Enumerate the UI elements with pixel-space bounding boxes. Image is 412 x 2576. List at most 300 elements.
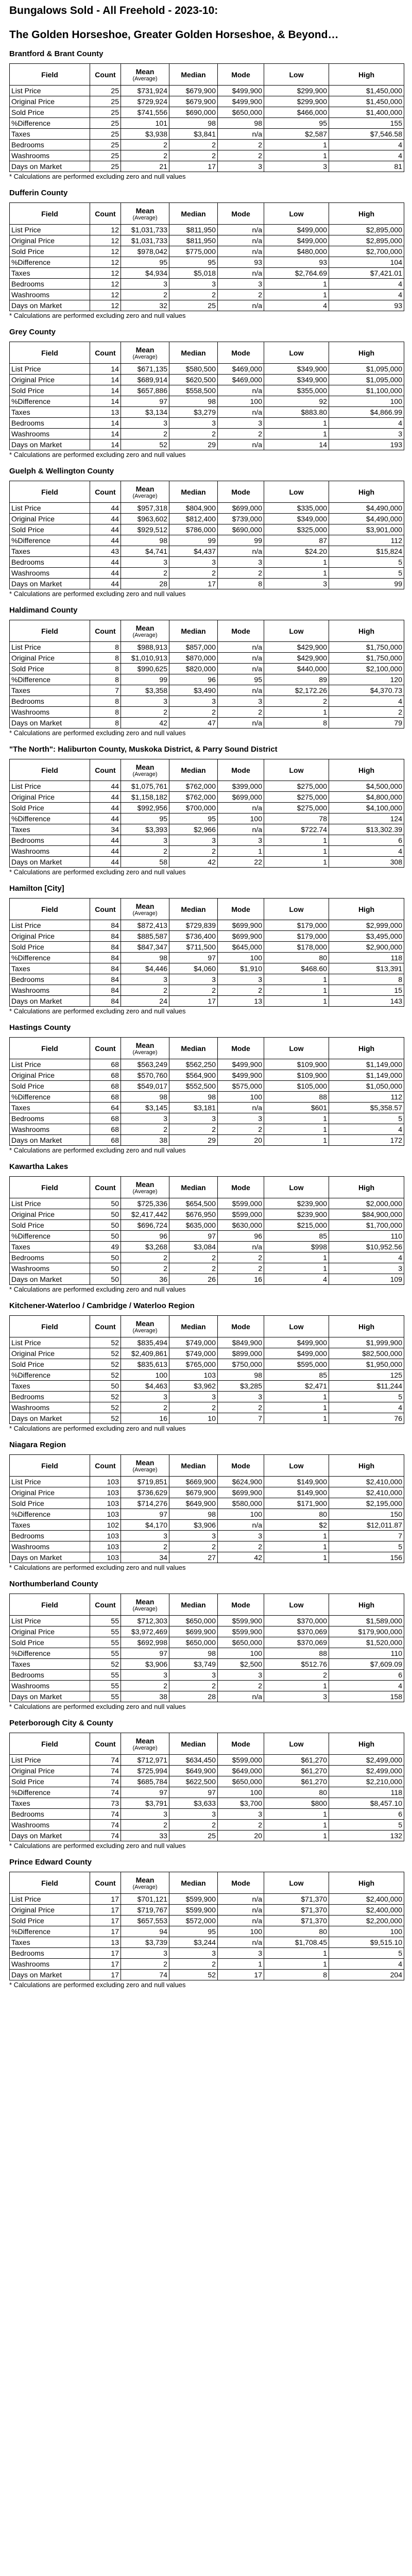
table-row <box>10 1402 404 1413</box>
cell-mode: 3 <box>218 835 264 846</box>
cell-high: $1,450,000 <box>329 96 404 107</box>
cell-mean: $4,170 <box>121 1520 169 1531</box>
col-header-low: Low <box>264 203 329 225</box>
cell-high: 118 <box>329 1787 404 1798</box>
cell-median: $620,500 <box>169 375 218 385</box>
cell-field: Days on Market <box>10 1274 90 1285</box>
col-header-low: Low <box>264 342 329 364</box>
cell-field: Sold Price <box>10 107 90 118</box>
calculation-note: * Calculations are performed excluding zero and null values <box>9 729 186 737</box>
stats-table <box>9 202 404 311</box>
cell-mode: 2 <box>218 1402 264 1413</box>
cell-low: $349,000 <box>264 514 329 524</box>
cell-field: Bedrooms <box>10 418 90 429</box>
cell-low: $499,000 <box>264 1348 329 1359</box>
table-row <box>10 1070 404 1081</box>
table-row <box>10 1648 404 1659</box>
cell-count: 25 <box>90 86 121 96</box>
cell-low: 1 <box>264 974 329 985</box>
cell-count: 50 <box>90 1252 121 1263</box>
cell-high: 3 <box>329 429 404 439</box>
cell-count: 14 <box>90 375 121 385</box>
cell-high: $2,900,000 <box>329 942 404 953</box>
cell-field: Taxes <box>10 1937 90 1948</box>
cell-mean: $712,971 <box>121 1755 169 1766</box>
cell-low: $239,900 <box>264 1198 329 1209</box>
cell-count: 74 <box>90 1787 121 1798</box>
cell-median: 3 <box>169 696 218 707</box>
col-header-high: High <box>329 1872 404 1894</box>
cell-mean: 2 <box>121 846 169 857</box>
col-header-high: High <box>329 1594 404 1616</box>
col-header-mean <box>121 342 169 364</box>
calculation-note: * Calculations are performed excluding zero and null values <box>9 451 186 459</box>
calculation-note: * Calculations are performed excluding zero and null values <box>9 312 186 319</box>
cell-mode: $650,000 <box>218 1637 264 1648</box>
col-header-median: Median <box>169 481 218 503</box>
cell-field: Bedrooms <box>10 1392 90 1402</box>
cell-high: 143 <box>329 996 404 1007</box>
col-header-field: Field <box>10 1455 90 1477</box>
cell-mean: 21 <box>121 161 169 172</box>
cell-low: $370,000 <box>264 1616 329 1626</box>
cell-median: $676,950 <box>169 1209 218 1220</box>
cell-mean: $696,724 <box>121 1220 169 1231</box>
col-header-high: High <box>329 481 404 503</box>
cell-mean: $671,135 <box>121 364 169 375</box>
cell-median: $3,279 <box>169 407 218 418</box>
cell-high: 124 <box>329 814 404 824</box>
table-row <box>10 279 404 290</box>
table-row <box>10 385 404 396</box>
cell-median: 2 <box>169 707 218 718</box>
table-row <box>10 653 404 664</box>
cell-mean: 3 <box>121 1392 169 1402</box>
cell-mean: 42 <box>121 718 169 728</box>
cell-mode: $630,000 <box>218 1220 264 1231</box>
cell-field: Washrooms <box>10 1959 90 1970</box>
table-row <box>10 96 404 107</box>
table-header-row <box>10 1872 404 1894</box>
cell-count: 17 <box>90 1894 121 1905</box>
cell-mode: $599,000 <box>218 1209 264 1220</box>
cell-median: 10 <box>169 1413 218 1424</box>
cell-mean: 3 <box>121 1531 169 1541</box>
cell-mode: $699,000 <box>218 503 264 514</box>
cell-mode: 3 <box>218 1113 264 1124</box>
cell-field: Original Price <box>10 931 90 942</box>
cell-field: Bedrooms <box>10 557 90 568</box>
stats-table <box>9 1733 404 1841</box>
cell-count: 13 <box>90 1937 121 1948</box>
report-title: Bungalows Sold - All Freehold - 2023-10: <box>9 5 218 16</box>
cell-mean: 96 <box>121 1231 169 1242</box>
county-section <box>9 1857 403 1989</box>
calculation-note: * Calculations are performed excluding zero and null values <box>9 1703 186 1710</box>
cell-median: 96 <box>169 674 218 685</box>
col-header-count: Count <box>90 1872 121 1894</box>
cell-mode: 7 <box>218 1413 264 1424</box>
cell-mean: 38 <box>121 1691 169 1702</box>
cell-mode: n/a <box>218 1916 264 1926</box>
cell-low: $71,370 <box>264 1905 329 1916</box>
cell-count: 55 <box>90 1691 121 1702</box>
cell-mean: $3,906 <box>121 1659 169 1670</box>
cell-median: 2 <box>169 846 218 857</box>
section-title: Northumberland County <box>9 1580 98 1588</box>
cell-high: 5 <box>329 557 404 568</box>
cell-count: 84 <box>90 963 121 974</box>
cell-mode: $499,900 <box>218 86 264 96</box>
cell-low: 1 <box>264 140 329 150</box>
table-header-row <box>10 1177 404 1198</box>
cell-median: 2 <box>169 1252 218 1263</box>
cell-mode: 3 <box>218 696 264 707</box>
cell-low: 1 <box>264 1809 329 1820</box>
cell-count: 17 <box>90 1970 121 1980</box>
stats-table <box>9 898 404 1007</box>
cell-low: 1 <box>264 1124 329 1135</box>
cell-mode: 2 <box>218 1541 264 1552</box>
col-header-count: Count <box>90 1177 121 1198</box>
cell-median: 2 <box>169 985 218 996</box>
cell-count: 50 <box>90 1198 121 1209</box>
cell-high: 4 <box>329 696 404 707</box>
cell-mean: 3 <box>121 418 169 429</box>
col-header-field: Field <box>10 1177 90 1198</box>
cell-high: 172 <box>329 1135 404 1146</box>
cell-count: 25 <box>90 150 121 161</box>
cell-count: 17 <box>90 1905 121 1916</box>
col-header-median: Median <box>169 1177 218 1198</box>
table-header-row <box>10 1038 404 1059</box>
cell-median: $572,000 <box>169 1916 218 1926</box>
cell-mean: 3 <box>121 835 169 846</box>
cell-count: 50 <box>90 1231 121 1242</box>
col-header-low: Low <box>264 1733 329 1755</box>
cell-median: 98 <box>169 118 218 129</box>
cell-mode: n/a <box>218 235 264 246</box>
cell-count: 14 <box>90 364 121 375</box>
cell-high: $4,100,000 <box>329 803 404 814</box>
calculation-note: * Calculations are performed excluding zero and null values <box>9 1007 186 1015</box>
cell-low: $722.74 <box>264 824 329 835</box>
calculation-note: * Calculations are performed excluding zero and null values <box>9 868 186 876</box>
col-header-low: Low <box>264 1872 329 1894</box>
cell-mode: 100 <box>218 1926 264 1937</box>
cell-count: 17 <box>90 1959 121 1970</box>
cell-count: 25 <box>90 161 121 172</box>
cell-count: 102 <box>90 1520 121 1531</box>
cell-median: 42 <box>169 857 218 868</box>
cell-low: 78 <box>264 814 329 824</box>
col-header-high: High <box>329 342 404 364</box>
cell-median: $669,900 <box>169 1477 218 1487</box>
section-title: "The North": Haliburton County, Muskoka District, & Parry Sound District <box>9 745 278 754</box>
cell-mean: $712,303 <box>121 1616 169 1626</box>
cell-mean: $729,924 <box>121 96 169 107</box>
col-header-high: High <box>329 759 404 781</box>
cell-field: Washrooms <box>10 568 90 579</box>
cell-high: 5 <box>329 568 404 579</box>
cell-field: Original Price <box>10 1487 90 1498</box>
col-header-high: High <box>329 620 404 642</box>
cell-count: 8 <box>90 674 121 685</box>
col-header-count: Count <box>90 1733 121 1755</box>
col-header-median: Median <box>169 1594 218 1616</box>
cell-field: Original Price <box>10 1766 90 1776</box>
cell-low: $429,900 <box>264 642 329 653</box>
cell-low: $325,000 <box>264 524 329 535</box>
cell-low: $480,000 <box>264 246 329 257</box>
cell-mode: 8 <box>218 579 264 589</box>
cell-field: Bedrooms <box>10 835 90 846</box>
table-row <box>10 290 404 300</box>
cell-field: Bedrooms <box>10 140 90 150</box>
cell-field: Taxes <box>10 824 90 835</box>
cell-mode: 93 <box>218 257 264 268</box>
cell-median: 3 <box>169 1809 218 1820</box>
cell-mean: 3 <box>121 696 169 707</box>
cell-mode: 3 <box>218 279 264 290</box>
cell-count: 50 <box>90 1274 121 1285</box>
col-header-mean-sub: (Average) <box>132 1466 158 1473</box>
cell-low: 1 <box>264 557 329 568</box>
table-row <box>10 557 404 568</box>
cell-mean: 3 <box>121 974 169 985</box>
cell-field: Days on Market <box>10 1552 90 1563</box>
cell-field: Sold Price <box>10 1081 90 1092</box>
cell-count: 68 <box>90 1124 121 1135</box>
col-header-mean-sub: (Average) <box>132 493 158 499</box>
cell-count: 55 <box>90 1648 121 1659</box>
cell-high: $2,000,000 <box>329 1198 404 1209</box>
cell-count: 14 <box>90 418 121 429</box>
cell-low: $355,000 <box>264 385 329 396</box>
cell-median: $804,900 <box>169 503 218 514</box>
table-row <box>10 1948 404 1959</box>
table-row <box>10 1220 404 1231</box>
cell-mean: $570,760 <box>121 1070 169 1081</box>
section-title: Brantford & Brant County <box>9 49 104 58</box>
table-row <box>10 835 404 846</box>
table-row <box>10 718 404 728</box>
cell-field: %Difference <box>10 396 90 407</box>
cell-mode: $899,000 <box>218 1348 264 1359</box>
col-header-mean <box>121 1733 169 1755</box>
stats-table <box>9 1872 404 1980</box>
table-row <box>10 375 404 385</box>
table-row <box>10 803 404 814</box>
cell-high: 5 <box>329 1113 404 1124</box>
cell-low: $275,000 <box>264 803 329 814</box>
cell-high: 99 <box>329 579 404 589</box>
cell-median: 2 <box>169 150 218 161</box>
cell-low: $499,000 <box>264 225 329 235</box>
cell-count: 64 <box>90 1103 121 1113</box>
col-header-mean-label: Mean <box>135 1319 154 1328</box>
cell-high: 112 <box>329 535 404 546</box>
cell-field: List Price <box>10 1616 90 1626</box>
col-header-mean-sub: (Average) <box>132 910 158 917</box>
section-title: Niagara Region <box>9 1440 66 1449</box>
table-header-row <box>10 620 404 642</box>
cell-median: 52 <box>169 1970 218 1980</box>
cell-high: $84,900,000 <box>329 1209 404 1220</box>
cell-field: Bedrooms <box>10 1252 90 1263</box>
cell-low: $299,900 <box>264 86 329 96</box>
cell-mode: n/a <box>218 246 264 257</box>
cell-high: 204 <box>329 1970 404 1980</box>
cell-low: $2 <box>264 1520 329 1531</box>
cell-mode: 2 <box>218 150 264 161</box>
cell-field: Sold Price <box>10 1498 90 1509</box>
cell-high: 110 <box>329 1648 404 1659</box>
col-header-mean-label: Mean <box>135 762 154 771</box>
cell-count: 17 <box>90 1916 121 1926</box>
cell-mean: 97 <box>121 1787 169 1798</box>
col-header-high: High <box>329 899 404 920</box>
cell-count: 12 <box>90 246 121 257</box>
col-header-median: Median <box>169 620 218 642</box>
table-row <box>10 696 404 707</box>
cell-count: 52 <box>90 1392 121 1402</box>
cell-count: 25 <box>90 107 121 118</box>
cell-high: 4 <box>329 1252 404 1263</box>
cell-high: 100 <box>329 1926 404 1937</box>
cell-mode: n/a <box>218 824 264 835</box>
table-row <box>10 1359 404 1370</box>
section-title: Kawartha Lakes <box>9 1162 68 1171</box>
cell-mean: $689,914 <box>121 375 169 385</box>
col-header-median: Median <box>169 342 218 364</box>
cell-low: $512.76 <box>264 1659 329 1670</box>
cell-median: 2 <box>169 290 218 300</box>
col-header-mean-sub: (Average) <box>132 1744 158 1751</box>
cell-field: List Price <box>10 1755 90 1766</box>
cell-mode: $699,900 <box>218 931 264 942</box>
cell-low: 1 <box>264 1948 329 1959</box>
col-header-mean-label: Mean <box>135 206 154 215</box>
cell-mode: n/a <box>218 664 264 674</box>
cell-mode: 3 <box>218 418 264 429</box>
county-section <box>9 605 403 737</box>
col-header-count: Count <box>90 481 121 503</box>
cell-median: 103 <box>169 1370 218 1381</box>
cell-high: $1,100,000 <box>329 385 404 396</box>
cell-field: List Price <box>10 1337 90 1348</box>
table-row <box>10 824 404 835</box>
cell-low: $149,900 <box>264 1487 329 1498</box>
cell-high: $1,050,000 <box>329 1081 404 1092</box>
cell-count: 43 <box>90 546 121 557</box>
cell-high: $3,901,000 <box>329 524 404 535</box>
county-section <box>9 49 403 181</box>
cell-low: $2,587 <box>264 129 329 140</box>
table-row <box>10 268 404 279</box>
cell-low: 88 <box>264 1092 329 1103</box>
col-header-low: Low <box>264 1455 329 1477</box>
cell-low: 1 <box>264 835 329 846</box>
cell-low: $601 <box>264 1103 329 1113</box>
cell-field: Taxes <box>10 1103 90 1113</box>
cell-count: 17 <box>90 1948 121 1959</box>
cell-high: 5 <box>329 1820 404 1831</box>
table-row <box>10 814 404 824</box>
table-row <box>10 920 404 931</box>
cell-low: 1 <box>264 1113 329 1124</box>
sections-container <box>9 49 403 1989</box>
table-row <box>10 1681 404 1691</box>
table-row <box>10 1755 404 1766</box>
cell-high: 110 <box>329 1231 404 1242</box>
cell-mode: n/a <box>218 653 264 664</box>
cell-mode: n/a <box>218 642 264 653</box>
cell-count: 14 <box>90 396 121 407</box>
cell-median: $580,500 <box>169 364 218 375</box>
cell-median: 25 <box>169 300 218 311</box>
cell-field: Days on Market <box>10 1970 90 1980</box>
col-header-mode: Mode <box>218 1038 264 1059</box>
table-row <box>10 846 404 857</box>
table-row <box>10 1081 404 1092</box>
cell-mode: $699,900 <box>218 1487 264 1498</box>
cell-field: Bedrooms <box>10 1948 90 1959</box>
cell-count: 8 <box>90 696 121 707</box>
col-header-mean <box>121 64 169 86</box>
cell-count: 74 <box>90 1755 121 1766</box>
cell-field: %Difference <box>10 1648 90 1659</box>
cell-low: $800 <box>264 1798 329 1809</box>
cell-median: 3 <box>169 279 218 290</box>
cell-field: Sold Price <box>10 1220 90 1231</box>
cell-field: Taxes <box>10 1381 90 1392</box>
cell-field: Taxes <box>10 268 90 279</box>
cell-field: Bedrooms <box>10 696 90 707</box>
cell-mean: $835,613 <box>121 1359 169 1370</box>
table-header-row <box>10 481 404 503</box>
cell-field: Washrooms <box>10 1541 90 1552</box>
cell-field: List Price <box>10 1477 90 1487</box>
cell-mean: $549,017 <box>121 1081 169 1092</box>
cell-mode: n/a <box>218 1242 264 1252</box>
cell-field: Bedrooms <box>10 974 90 985</box>
table-row <box>10 300 404 311</box>
cell-mean: 2 <box>121 1959 169 1970</box>
cell-count: 8 <box>90 664 121 674</box>
cell-median: $812,400 <box>169 514 218 524</box>
cell-median: $786,000 <box>169 524 218 535</box>
table-row <box>10 1659 404 1670</box>
cell-count: 68 <box>90 1135 121 1146</box>
cell-high: $2,400,000 <box>329 1905 404 1916</box>
cell-median: 2 <box>169 1959 218 1970</box>
cell-mode: $580,000 <box>218 1498 264 1509</box>
cell-mean: $3,134 <box>121 407 169 418</box>
cell-mean: $2,417,442 <box>121 1209 169 1220</box>
cell-field: Days on Market <box>10 996 90 1007</box>
cell-field: Washrooms <box>10 1124 90 1135</box>
cell-low: $275,000 <box>264 792 329 803</box>
cell-field: List Price <box>10 225 90 235</box>
cell-mode: n/a <box>218 685 264 696</box>
cell-high: 6 <box>329 1809 404 1820</box>
cell-mean: $725,336 <box>121 1198 169 1209</box>
cell-count: 25 <box>90 129 121 140</box>
cell-low: $178,000 <box>264 942 329 953</box>
cell-low: 2 <box>264 1670 329 1681</box>
stats-table <box>9 1037 404 1146</box>
